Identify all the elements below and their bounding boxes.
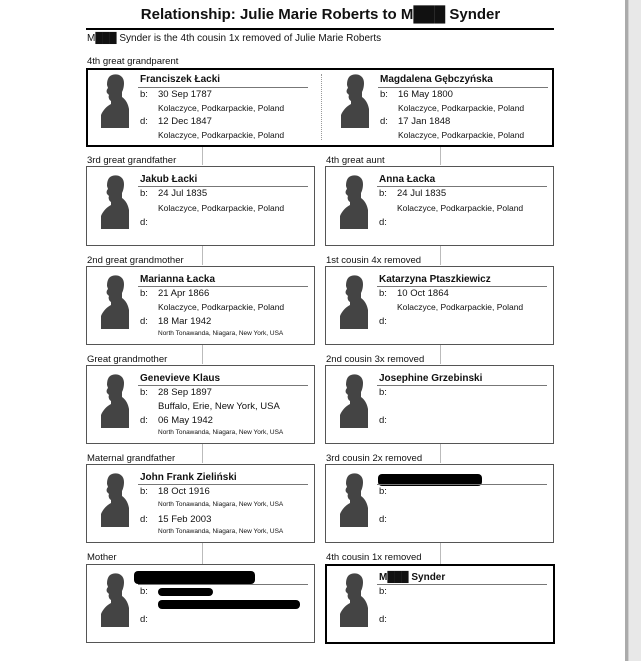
birth-key: b: <box>140 387 148 398</box>
death-key: d: <box>379 514 387 525</box>
death-date: 17 Jan 1848 <box>398 116 451 127</box>
birth-date: 16 May 1800 <box>398 89 453 100</box>
death-key: d: <box>379 316 387 327</box>
birth-date: 30 Sep 1787 <box>158 89 212 100</box>
generation-label: Maternal grandfather <box>87 453 176 464</box>
death-key: d: <box>140 217 148 228</box>
generation-label: 3rd cousin 2x removed <box>326 453 423 464</box>
birth-key: b: <box>379 486 387 497</box>
birth-key: b: <box>140 486 148 497</box>
name-rule <box>378 87 548 88</box>
person-silhouette-icon <box>341 73 369 128</box>
person-name: M███ Synder <box>379 572 446 583</box>
death-key: d: <box>140 415 148 426</box>
person-silhouette-icon <box>101 472 129 527</box>
death-date: 12 Dec 1847 <box>158 116 212 127</box>
connector-line <box>440 344 441 364</box>
person-card-subject[interactable] <box>325 564 555 644</box>
death-key: d: <box>140 514 148 525</box>
person-name: Jakub Łacki <box>140 174 198 185</box>
connector-line <box>202 443 203 463</box>
birth-key: b: <box>140 586 148 597</box>
birth-key: b: <box>379 586 387 597</box>
generation-label: Mother <box>87 552 117 563</box>
person-card-marianna[interactable] <box>86 266 315 345</box>
person-silhouette-icon <box>101 572 129 627</box>
death-date: 15 Feb 2003 <box>158 514 212 525</box>
birth-key: b: <box>379 288 387 299</box>
report-subtitle: M███ Synder is the 4th cousin 1x removed of Julie Marie Roberts <box>87 33 382 44</box>
name-rule <box>377 385 547 386</box>
connector-line <box>202 145 203 165</box>
birth-date: 18 Oct 1916 <box>158 486 210 497</box>
person-card-katarzyna[interactable] <box>325 266 554 345</box>
birth-key: b: <box>140 188 148 199</box>
person-name: Katarzyna Ptaszkiewicz <box>379 274 491 285</box>
person-silhouette-icon <box>101 174 129 229</box>
death-place: North Tonawanda, Niagara, New York, USA <box>158 330 284 337</box>
name-rule <box>138 484 308 485</box>
birth-place: Buffalo, Erie, New York, USA <box>158 401 280 412</box>
name-rule <box>377 186 547 187</box>
redacted-name <box>134 571 255 584</box>
birth-date: 24 Jul 1835 <box>158 188 208 199</box>
birth-place: Kolaczyce, Podkarpackie, Poland <box>397 302 524 312</box>
generation-label: Great grandmother <box>87 354 168 365</box>
birth-key: b: <box>379 387 387 398</box>
birth-place: Kolaczyce, Podkarpackie, Poland <box>158 302 285 312</box>
generation-label: 4th great aunt <box>326 155 385 166</box>
death-key: d: <box>379 614 387 625</box>
death-key: d: <box>380 116 388 127</box>
person-name: Anna Łacka <box>379 174 436 185</box>
death-key: d: <box>379 415 387 426</box>
person-name: Magdalena Gębczyńska <box>380 74 493 85</box>
birth-key: b: <box>140 288 148 299</box>
connector-line <box>440 245 441 265</box>
name-rule <box>138 87 308 88</box>
person-silhouette-icon <box>340 472 368 527</box>
person-card-jakub[interactable] <box>86 166 315 246</box>
death-date: 06 May 1942 <box>158 415 213 426</box>
connector-line <box>440 542 441 564</box>
name-rule <box>377 484 547 485</box>
redacted-birth-date <box>158 588 213 596</box>
death-key: d: <box>140 614 148 625</box>
birth-place: Kolaczyce, Podkarpackie, Poland <box>398 103 525 113</box>
birth-date: 10 Oct 1864 <box>397 288 449 299</box>
birth-date: 21 Apr 1866 <box>158 288 210 299</box>
generation-label: 3rd great grandfather <box>87 155 177 166</box>
person-card-redacted-cousin[interactable] <box>325 464 554 543</box>
person-card-genevieve[interactable] <box>86 365 315 444</box>
birth-place: Kolaczyce, Podkarpackie, Poland <box>158 203 285 213</box>
report-title: Relationship: Julie Marie Roberts to M███ Synder <box>140 6 501 23</box>
birth-place: Kolaczyce, Podkarpackie, Poland <box>158 103 285 113</box>
connector-line <box>202 344 203 364</box>
person-card-josephine[interactable] <box>325 365 554 444</box>
death-key: d: <box>379 217 387 228</box>
person-card-john[interactable] <box>86 464 315 543</box>
person-name: Marianna Łacka <box>140 274 216 285</box>
death-place: Kolaczyce, Podkarpackie, Poland <box>398 130 525 140</box>
birth-date: 28 Sep 1897 <box>158 387 212 398</box>
generation-label: 1st cousin 4x removed <box>326 255 422 266</box>
person-silhouette-icon <box>101 73 129 128</box>
generation-label: 2nd great grandmother <box>87 255 184 266</box>
generation-label: 4th cousin 1x removed <box>326 552 422 563</box>
connector-line <box>440 145 441 165</box>
name-rule <box>138 385 308 386</box>
birth-key: b: <box>379 188 387 199</box>
birth-place: North Tonawanda, Niagara, New York, USA <box>158 501 284 508</box>
connector-line <box>202 245 203 265</box>
death-key: d: <box>140 116 148 127</box>
redacted-birth-place <box>158 600 300 609</box>
death-key: d: <box>140 316 148 327</box>
birth-key: b: <box>380 89 388 100</box>
person-card-mother[interactable] <box>86 564 315 643</box>
death-place: North Tonawanda, Niagara, New York, USA <box>158 429 284 436</box>
person-name: Josephine Grzebinski <box>379 373 483 384</box>
death-place: North Tonawanda, Niagara, New York, USA <box>158 528 284 535</box>
birth-date: 24 Jul 1835 <box>397 188 447 199</box>
name-rule <box>138 286 308 287</box>
person-silhouette-icon <box>101 373 129 428</box>
generation-label: 2nd cousin 3x removed <box>326 354 425 365</box>
death-date: 18 Mar 1942 <box>158 316 212 327</box>
person-name: Franciszek Łacki <box>140 74 221 85</box>
person-name: John Frank Zieliński <box>140 472 237 483</box>
vertical-scrollbar[interactable] <box>628 0 641 661</box>
birth-place: Kolaczyce, Podkarpackie, Poland <box>397 203 524 213</box>
name-rule <box>138 584 308 585</box>
title-divider <box>86 28 554 30</box>
person-name: Genevieve Klaus <box>140 373 221 384</box>
couple-separator <box>321 74 322 140</box>
person-silhouette-icon <box>340 274 368 329</box>
name-rule <box>138 186 308 187</box>
death-place: Kolaczyce, Podkarpackie, Poland <box>158 130 285 140</box>
connector-line <box>202 542 203 564</box>
person-card-anna[interactable] <box>325 166 554 246</box>
connector-line <box>440 443 441 463</box>
generation-label: 4th great grandparent <box>87 56 179 67</box>
person-silhouette-icon <box>340 373 368 428</box>
person-silhouette-icon <box>101 274 129 329</box>
name-rule <box>377 286 547 287</box>
birth-key: b: <box>140 89 148 100</box>
person-silhouette-icon <box>340 174 368 229</box>
person-silhouette-icon <box>340 572 368 627</box>
name-rule <box>377 584 547 585</box>
